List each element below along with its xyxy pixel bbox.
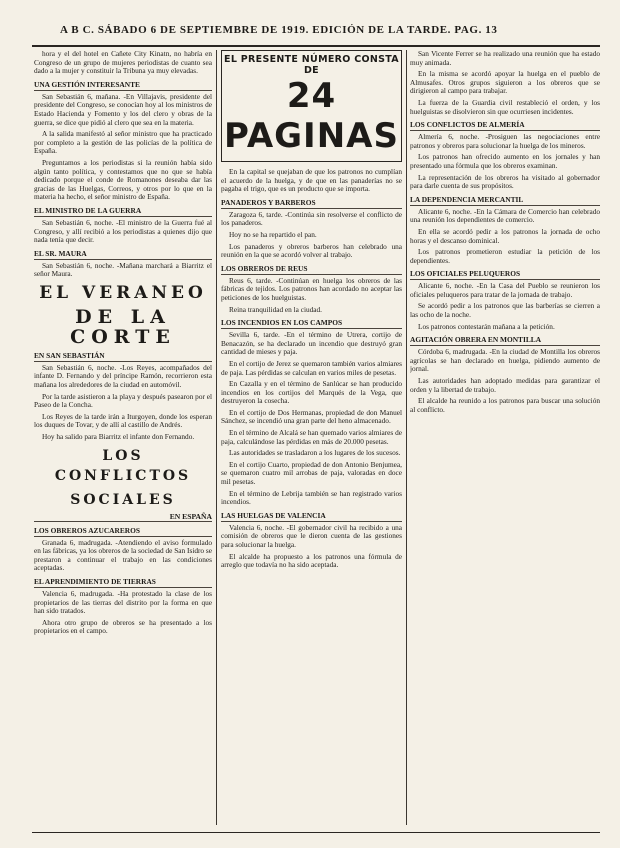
article-paragraph: En el cortijo Cuarto, propiedad de don Antonio Benjumea, se quemaron cuatro mil arrobas de paja, valoradas en doce mil pesetas. [221, 459, 402, 487]
article-paragraph: Los Reyes de la tarde irán a Iturgoyen, donde los esperan los duques de Tovar, y de allí al castillo de Andrés. [34, 411, 212, 430]
section-heading: LA DEPENDENCIA MERCANTIL [410, 195, 600, 206]
banner-page-count: 24 PAGINAS [224, 76, 399, 156]
article-paragraph: Alicante 6, noche. -En la Cámara de Comercio han celebrado una reunión los dependientes de comercio. [410, 206, 600, 225]
section-heading: LOS OFICIALES PELUQUEROS [410, 269, 600, 280]
column-2 [221, 50, 402, 830]
article-paragraph: San Vicente Ferrer se ha realizado una reunión que ha estado muy animada. [410, 50, 600, 67]
section-heading: UNA GESTIÓN INTERESANTE [34, 80, 212, 91]
headline-conflictos: LOS CONFLICTOS [54, 447, 192, 484]
banner-caption: EL PRESENTE NÚMERO CONSTA DE [224, 54, 399, 76]
article-paragraph: Las autoridades han adoptado medidas para garantizar el orden y la libertad de trabajo. [410, 376, 600, 394]
article-paragraph: Hoy no se ha repartido el pan. [229, 229, 317, 239]
article-paragraph: Por la tarde asistieron a la playa y después pasearon por el Paseo de la Concha. [34, 391, 212, 410]
headline-subtitle: EN ESPAÑA [34, 512, 212, 522]
article-paragraph: En ella se acordó pedir a los patronos la jornada de ocho horas y el descanso dominical. [410, 226, 600, 245]
article-paragraph: Sevilla 6, tarde. -En el término de Utrera, cortijo de Benacazón, se ha declarado un incendio que destruyó gran cantidad de mieses y paja. [221, 330, 402, 357]
article-paragraph: Alicante 6, noche. -En la Casa del Pueblo se reunieron los oficiales peluqueros para tratar de la jornada de trabajo. [410, 281, 600, 299]
headline-corte: DE LA CORTE [70, 305, 176, 348]
masthead-rule [32, 45, 600, 47]
article-paragraph: En la misma se acordó apoyar la huelga en el pueblo de Almusafes. Otros grupos siguieron a los obreros que se dirigieron al campo para trabajar. [410, 69, 600, 96]
article-paragraph: Zaragoza 6, tarde. -Continúa sin resolverse el conflicto de los panaderos. [221, 209, 402, 228]
article-paragraph: Reus 6, tarde. -Continúan en huelga los obreros de las fábricas de tejidos. Los patronos han acordado no aceptar las peticiones de los huelguistas. [221, 275, 402, 302]
section-heading: LOS CONFLICTOS DE ALMERÍA [410, 120, 600, 131]
article-paragraph: Valencia 6, noche. -El gobernador civil ha recibido a una comisión de obreros que le dieron cuenta de las gestiones para solucionar la huelga. [221, 522, 402, 549]
article-paragraph: En el cortijo de Dos Hermanas, propiedad de don Manuel Sánchez, se incendió una gran parte del heno almacenado. [221, 407, 402, 426]
article-paragraph: El alcalde ha reunido a los patronos para buscar una solución al conflicto. [410, 396, 600, 414]
section-heading: PANADEROS Y BARBEROS [221, 198, 402, 209]
article-paragraph: En la capital se quejaban de que los patronos no cumplían el acuerdo de la huelga, y de que en las panaderías no se pagaba el trigo, que es un producto que se importa. [221, 167, 402, 194]
article-paragraph: San Sebastián 6, noche. -El ministro de la Guerra fué al Congreso, y allí recibió a los periodistas a quienes dijo que nada tenía que decir. [34, 217, 212, 245]
article-paragraph: Ahora otro grupo de obreros se ha presentado a los propietarios en el campo. [34, 617, 212, 636]
page-count-banner [221, 50, 402, 162]
section-heading: LOS OBREROS AZUCAREROS [34, 526, 212, 537]
article-paragraph: En el cortijo de Jerez se quemaron también varios almiares de paja. Las pérdidas se calculan en varios miles de pesetas. [221, 358, 402, 377]
section-heading: AGITACIÓN OBRERA EN MONTILLA [410, 335, 600, 346]
article-paragraph: San Sebastián 6, noche. -Los Reyes, acompañados del infante D. Fernando y del príncipe Ramón, recorrieron esta mañana los alrededores de la ciudad en automóvil. [34, 362, 212, 390]
article-paragraph: Los panaderos y obreros barberos han celebrado una reunión en la que se acordó volver al trabajo. [221, 241, 402, 260]
article-paragraph: San Sebastián 6, mañana. -En Villajavis, presidente del presidente del Congreso, se conocían hoy al los ministros de Estado Hacienda y Fomento y los del clero y obras de la guerra, se dice que pidió al clero que sea en la materia. [34, 91, 212, 127]
article-paragraph: Los patronos han ofrecido aumento en los jornales y han presentado una fórmula que los obreros examinan. [410, 152, 600, 170]
article-paragraph: Los patronos prometieron estudiar la petición de los dependientes. [410, 247, 600, 265]
column-3 [410, 50, 600, 830]
article-paragraph: Almería 6, noche. -Prosiguen las negociaciones entre patronos y obreros para solucionar la huelga de los mineros. [410, 132, 600, 150]
article-paragraph: Hoy ha salido para Biarritz el infante don Fernando. [42, 432, 195, 442]
article-paragraph: El alcalde ha propuesto a los patronos una fórmula de arreglo que todavía no ha sido aceptada. [221, 551, 402, 570]
headline-sociales: SOCIALES [70, 491, 176, 508]
article-paragraph: En el término de Lebrija también se han registrado varios incendios. [221, 488, 402, 507]
article-paragraph: Las autoridades se trasladaron a los lugares de los sucesos. [229, 448, 401, 458]
article-paragraph: Granada 6, madrugada. -Atendiendo el aviso formulado en las fábricas, ya los obreros de la sociedad de San Isidro se prestaron a continuar el trabajo en las condiciones aceptadas. [34, 537, 212, 573]
section-heading: LAS HUELGAS DE VALENCIA [221, 511, 402, 522]
article-paragraph: En Cazalla y en el término de Sanlúcar se han producido incendios en los cortijos del Marqués de la Vega, que destruyeron la cosecha. [221, 379, 402, 406]
column-1 [34, 50, 212, 830]
article-paragraph: San Sebastián 6, noche. -Mañana marchará a Biarritz el señor Maura. [34, 260, 212, 279]
column-divider [216, 50, 217, 825]
headline-veraneo: EL VERANEO [39, 282, 207, 303]
masthead: A B C. SÁBADO 6 DE SEPTIEMBRE DE 1919. EDICIÓN DE LA TARDE. PAG. 13 [60, 24, 498, 36]
section-heading: EN SAN SEBASTIÁN [34, 351, 212, 362]
article-paragraph: Valencia 6, madrugada. -Ha protestado la clase de los propietarios de las tierras del distrito por la forma en que han sido tratados. [34, 589, 212, 616]
article-paragraph: Reina tranquilidad en la ciudad. [229, 304, 323, 314]
article-paragraph: Se acordó pedir a los patronos que las barberías se cierren a las ocho de la noche. [410, 301, 600, 320]
article-paragraph: La representación de los obreros ha visitado al gobernador para darle cuenta de sus propósitos. [410, 172, 600, 191]
section-heading: EL MINISTRO DE LA GUERRA [34, 206, 212, 217]
section-heading: LOS OBREROS DE REUS [221, 264, 402, 275]
article-paragraph: A la salida manifestó al señor ministro que ha practicado por completo a la gestión de las policías de la política de España. [34, 129, 212, 156]
section-heading: EL SR. MAURA [34, 249, 212, 260]
article-paragraph: Los patronos contestarán mañana a la petición. [418, 321, 555, 331]
column-divider [406, 50, 407, 825]
article-paragraph: En el término de Alcalá se han quemado varios almiares de paja, calculándose las pérdidas en más de 20.000 pesetas. [221, 428, 402, 446]
section-heading: EL APRENDIMIENTO DE TIERRAS [34, 577, 212, 588]
article-paragraph: Preguntamos a los periodistas si la reunión había sido algún tanto política, y contestamos que no que se había dedicado porque el conde de Romanones deseaba dar las gracias de las Huelgas, Correos, y otros por lo que en la materia ha hecho, el señor ministro de España. [34, 157, 212, 202]
article-paragraph: La fuerza de la Guardia civil restableció el orden, y los huelguistas se disolvieron sin que ocurriesen incidentes. [410, 97, 600, 116]
article-paragraph: Córdoba 6, madrugada. -En la ciudad de Montilla los obreros agrícolas se han declarado en huelga, pidiendo aumento de jornal. [410, 347, 600, 374]
article-paragraph: hora y el del hotel en Cañete City Kinatn, no habría en Congreso de un grupo de mujeres periodistas de cuanto sea dado a la mujer y constituir la Tribuna ya muy elevadas. [34, 50, 212, 76]
bottom-rule [32, 832, 600, 833]
section-heading: LOS INCENDIOS EN LOS CAMPOS [221, 318, 402, 329]
